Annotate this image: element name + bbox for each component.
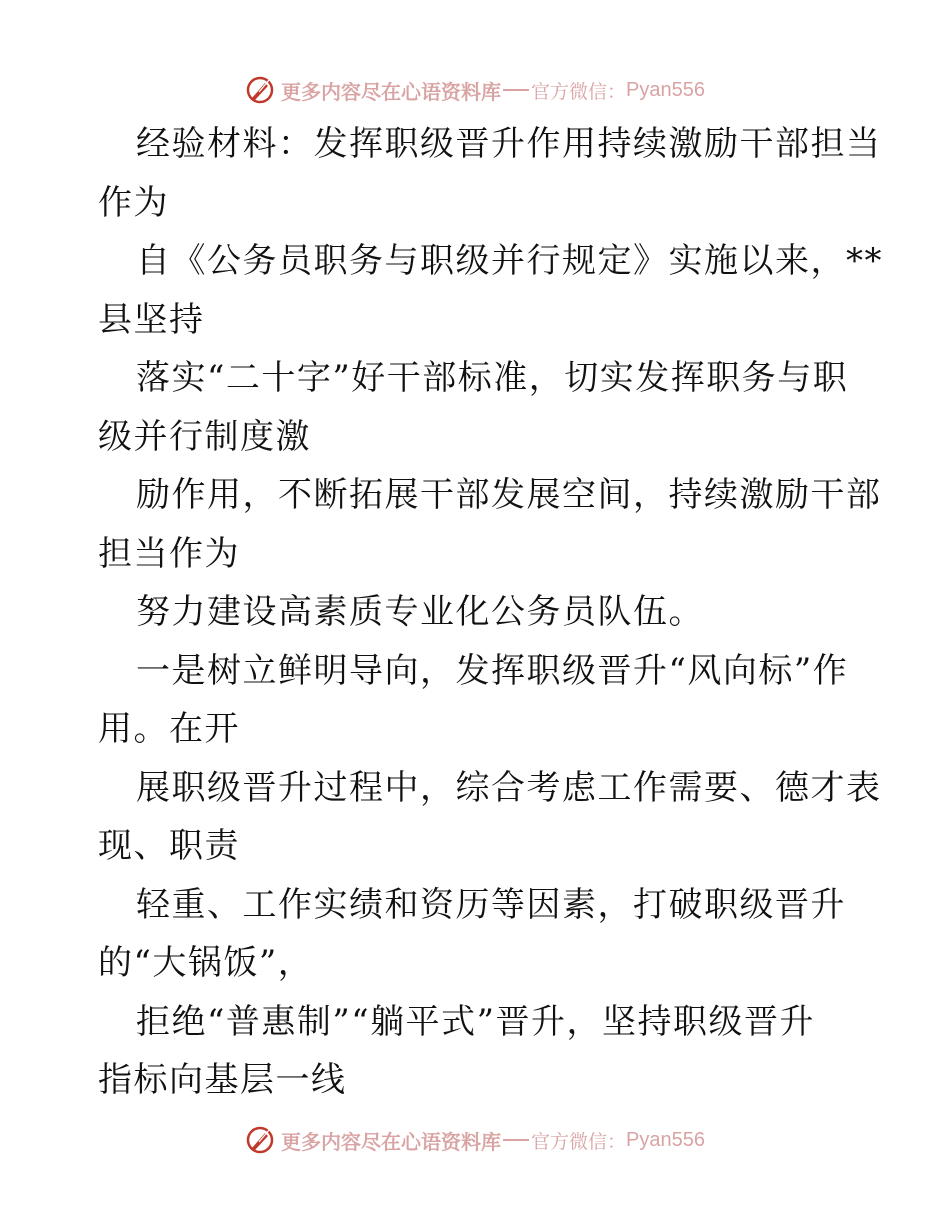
paragraph-line: 努力建设高素质专业化公务员队伍。 <box>136 592 704 632</box>
header-banner <box>0 70 950 110</box>
banner-divider <box>503 1139 529 1141</box>
document-title-line: 经验材料：发挥职级晋升作用持续激励干部担当 <box>136 124 882 164</box>
paragraph-line: 县坚持 <box>98 299 205 340</box>
paragraph-line: 自《公务员职务与职级并行规定》实施以来，** <box>136 241 883 281</box>
paragraph-line: 轻重、工作实绩和资历等因素，打破职级晋升 <box>136 884 846 925</box>
document-title-line: 作为 <box>98 182 169 223</box>
paragraph-line: 现、职责 <box>98 826 240 866</box>
paragraph-line: 担当作为 <box>98 533 240 574</box>
quill-logo-icon <box>245 1125 275 1155</box>
banner-site-name: 更多内容尽在心语资料库 <box>281 79 501 104</box>
paragraph-line: 级并行制度激 <box>98 416 311 457</box>
paragraph-line: 落实“二十字”好干部标准，切实发挥职务与职 <box>136 358 849 398</box>
banner-wechat-label: 官方微信： <box>531 80 627 103</box>
paragraph-line: 展职级晋升过程中，综合考虑工作需要、德才表 <box>136 767 882 808</box>
paragraph-line: 一是树立鲜明导向，发挥职级晋升“风向标”作 <box>136 650 849 691</box>
paragraph-line: 拒绝“普惠制”“躺平式”晋升，坚持职级晋升 <box>136 1001 816 1042</box>
paragraph-line: 指标向基层一线 <box>98 1060 347 1100</box>
banner-site-name: 更多内容尽在心语资料库 <box>281 1129 501 1154</box>
banner-divider <box>503 89 529 91</box>
banner-wechat-label: 官方微信： <box>531 1130 627 1153</box>
banner-wechat-id: Pyan556 <box>626 1128 705 1151</box>
footer-banner <box>0 1120 950 1160</box>
paragraph-line: 的“大锅饭”， <box>98 943 314 983</box>
document-body <box>98 115 883 1110</box>
banner-wechat-id: Pyan556 <box>626 78 705 101</box>
paragraph-line: 用。在开 <box>98 709 240 749</box>
quill-logo-icon <box>245 75 275 105</box>
paragraph-line: 励作用，不断拓展干部发展空间，持续激励干部 <box>136 475 882 515</box>
